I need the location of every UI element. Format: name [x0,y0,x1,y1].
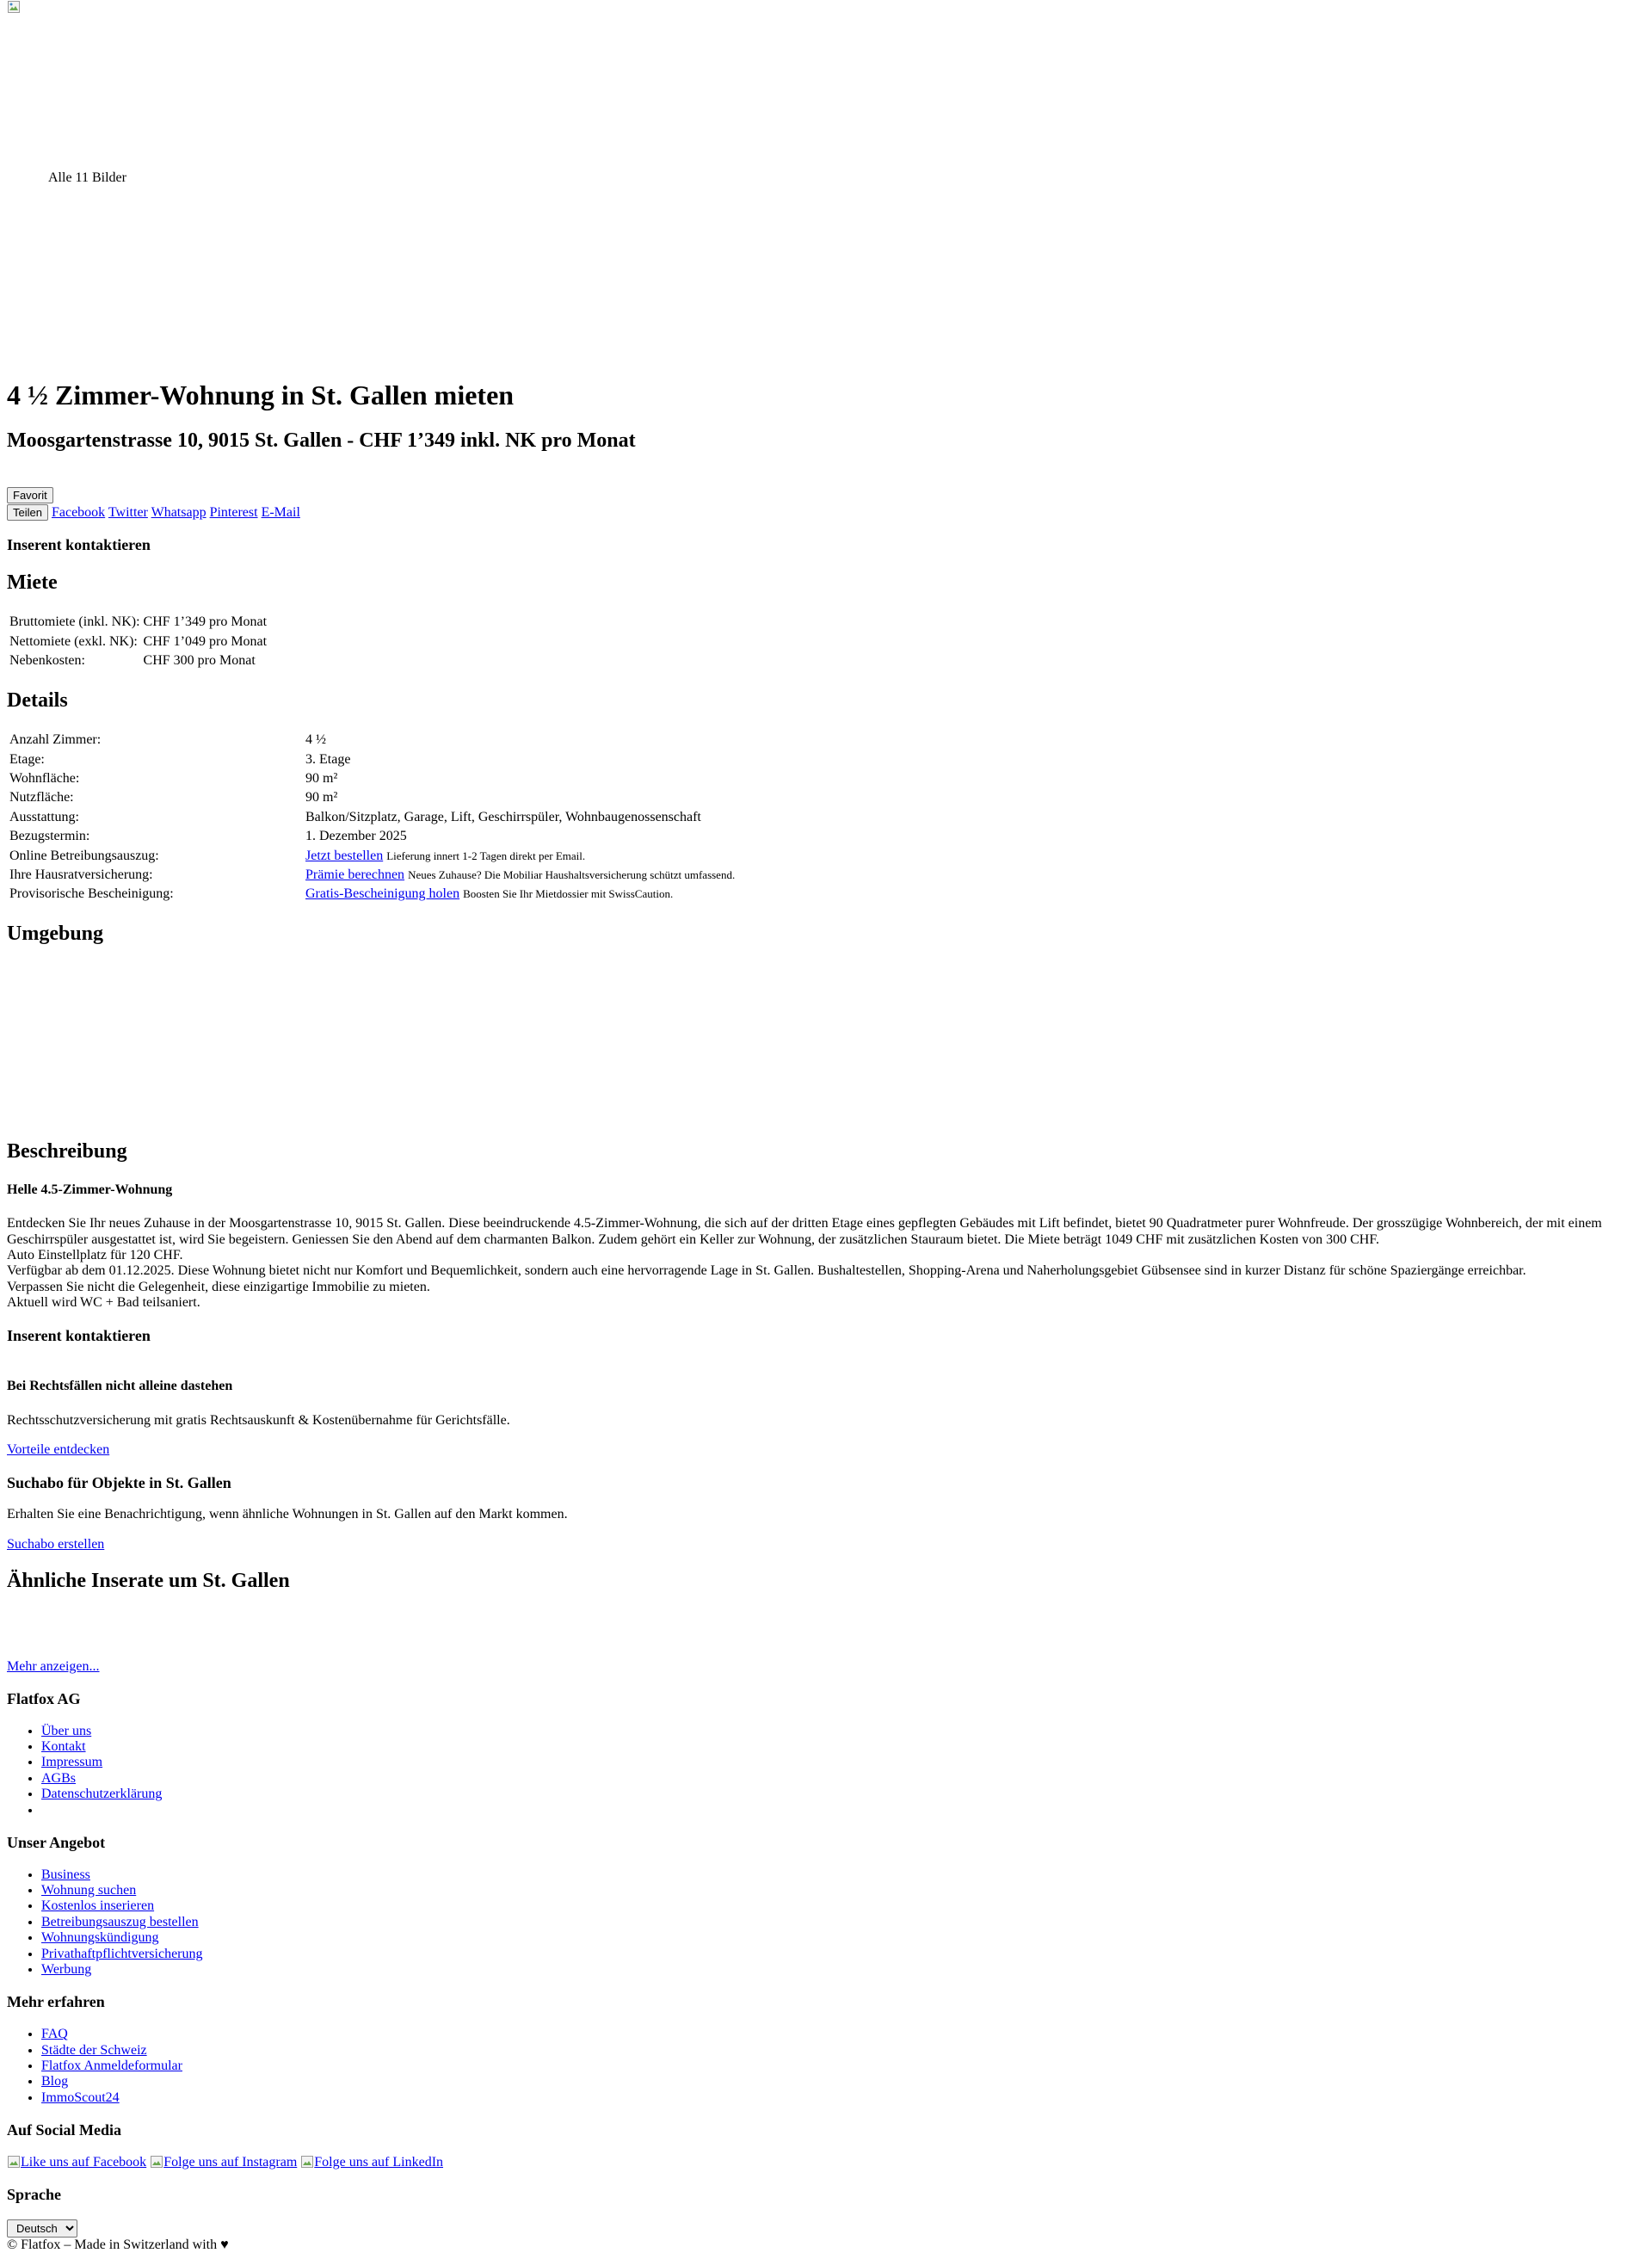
list-item [41,1898,1645,1914]
surroundings-heading: Umgebung [7,922,104,945]
listing-subtitle: Moosgartenstrasse 10, 9015 St. Gallen - CHF 1’349 inkl. NK pro Monat [7,429,636,452]
footer-learn-list [7,2027,1645,2106]
rent-label: Nettomiete (exkl. NK): [9,633,138,649]
free-listing-link[interactable]: Kostenlos inserieren [41,1898,155,1914]
share-pinterest-link[interactable]: Pinterest [209,504,258,520]
description-line: Verpassen Sie nicht die Gelegenheit, diese einzigartige Immobilie zu mieten. [7,1279,430,1294]
detail-value [305,886,754,903]
list-item [41,2043,1645,2059]
detail-label: Bezugstermin: [9,829,90,844]
description-text [7,1216,1645,1311]
footer-learn-heading: Mehr erfahren [7,1993,105,2011]
footer-language-heading: Sprache [7,2186,61,2204]
privacy-link[interactable]: Datenschutzerklärung [41,1787,163,1802]
description-line: Entdecken Sie Ihr neues Zuhause in der Moosgartenstrasse 10, 9015 St. Gallen. Diese beeindruckende 4.5-Zimmer-Wohnung, die sich auf der dritten Etage eines gepflegten Gebäudes mit Lift befindet, bietet 90 Quadratmeter purer Wohnfreude. Der grosszügige Wohnbereich, der mit einem Geschirrspüler ausgestattet ist, wird Sie begeistern. Geniessen Sie den Abend auf dem charmanten Balkon. Zudem gehört ein Keller zur Wohnung, der zusätzlichen Stauraum bietet. Die Miete beträgt 1049 CHF mit zusätzlichen Kosten von 300 CHF. [7,1216,1602,1247]
registration-form-link[interactable]: Flatfox Anmeldeformular [41,2058,182,2073]
list-item [41,1883,1645,1898]
find-apartment-link[interactable]: Wohnung suchen [41,1883,137,1898]
list-item [41,2074,1645,2089]
copyright: © Flatfox – Made in Switzerland with ♥ [7,2237,229,2252]
footer-company-heading: Flatfox AG [7,1689,81,1707]
table-row [9,867,754,884]
contact-advertiser-heading[interactable]: Inserent kontaktieren [7,536,151,554]
details-heading: Details [7,688,68,712]
map-area[interactable] [7,963,1645,1123]
detail-note: Boosten Sie Ihr Mietdossier mit SwissCaution. [463,887,674,901]
facebook-link-label: Like uns auf Facebook [21,2154,147,2170]
listing-title: 4 ½ Zimmer-Wohnung in St. Gallen mieten [7,380,515,410]
search-alert-text: Erhalten Sie eine Benachrichtigung, wenn ähnliche Wohnungen in St. Gallen auf den Markt kommen. [7,1507,568,1522]
list-item [41,1947,1645,1962]
contact-link[interactable]: Kontakt [41,1739,86,1755]
list-item [41,1930,1645,1946]
social-links [7,2155,1645,2170]
calculate-premium-link[interactable]: Prämie berechnen [305,867,405,882]
image-gallery[interactable] [7,0,1645,361]
instagram-link[interactable] [150,2155,297,2170]
detail-value: 3. Etage [305,751,351,767]
table-row [9,886,754,903]
detail-value: 90 m² [305,771,338,786]
listing-actions [7,487,1645,521]
table-row [9,652,268,670]
detail-value [305,867,754,884]
imprint-link[interactable]: Impressum [41,1755,103,1770]
list-item [41,1915,1645,1930]
liability-insurance-link[interactable]: Privathaftpflichtversicherung [41,1946,203,1961]
description-line: Verfügbar ab dem 01.12.2025. Diese Wohnung bietet nicht nur Komfort und Bequemlichkeit, sondern auch eine hervorragende Lage in St. Gallen. Bushaltestellen, Shopping-Arena und Naherholungsgebiet Gübsensee sind in kurzer Distanz für schöne Spaziergänge erreichbar. [7,1263,1526,1279]
footer-social-heading: Auf Social Media [7,2121,121,2139]
rent-table [7,612,269,671]
discover-benefits-link[interactable]: Vorteile entdecken [7,1442,110,1458]
description-line: Auto Einstellplatz für 120 CHF. [7,1248,183,1263]
show-more-link[interactable]: Mehr anzeigen... [7,1658,100,1674]
table-row [9,789,754,806]
list-item [41,1803,1645,1818]
list-item [41,1724,1645,1739]
detail-value [305,848,754,865]
share-email-link[interactable]: E-Mail [261,504,300,520]
detail-label: Nutzfläche: [9,790,74,806]
immoscout24-link[interactable]: ImmoScout24 [41,2089,120,2105]
detail-label: Etage: [9,751,45,767]
list-item [41,1771,1645,1787]
all-images-button[interactable]: Alle 11 Bilder [48,170,126,185]
list-item [41,1962,1645,1978]
description-subheading: Helle 4.5-Zimmer-Wohnung [7,1182,173,1197]
list-item [41,1867,1645,1883]
list-item [41,1755,1645,1770]
list-item [41,1739,1645,1755]
detail-note: Neues Zuhause? Die Mobiliar Haushaltsversicherung schützt umfassend. [408,867,736,881]
facebook-icon [7,2155,21,2169]
share-twitter-link[interactable]: Twitter [108,504,148,520]
table-row [9,770,754,787]
contact-advertiser-heading-bottom[interactable]: Inserent kontaktieren [7,1326,151,1344]
share-facebook-link[interactable]: Facebook [51,504,106,520]
table-row [9,731,754,749]
table-row [9,848,754,865]
advertising-link[interactable]: Werbung [41,1962,92,1978]
table-row [9,809,754,826]
rent-value: CHF 300 pro Monat [143,653,256,669]
share-whatsapp-link[interactable]: Whatsapp [151,504,206,520]
detail-note: Lieferung innert 1-2 Tagen direkt per Email. [386,849,586,862]
rent-label: Bruttomiete (inkl. NK): [9,614,140,630]
facebook-link[interactable] [7,2155,146,2170]
linkedin-link[interactable] [300,2155,443,2170]
linkedin-link-label: Folge uns auf LinkedIn [314,2154,444,2170]
rent-value: CHF 1’049 pro Monat [143,633,268,649]
instagram-icon [150,2155,163,2169]
faq-link[interactable]: FAQ [41,2027,68,2042]
list-item [41,1787,1645,1802]
detail-value: 1. Dezember 2025 [305,829,407,844]
create-search-alert-link[interactable]: Suchabo erstellen [7,1536,105,1552]
blog-link[interactable]: Blog [41,2074,69,2089]
debt-extract-link[interactable]: Betreibungsauszug bestellen [41,1914,199,1929]
detail-value: Balkon/Sitzplatz, Garage, Lift, Geschirrspüler, Wohnbaugenossenschaft [305,809,701,824]
detail-value: 90 m² [305,790,338,806]
business-link[interactable]: Business [41,1867,90,1882]
instagram-link-label: Folge uns auf Instagram [163,2154,298,2170]
detail-label: Online Betreibungsauszug: [9,848,159,863]
details-table [7,730,755,905]
similar-listings-list [7,1611,1645,1645]
legal-promo-text: Rechtsschutzversicherung mit gratis Rechtsauskunft & Kostenübernahme für Gerichtsfälle. [7,1412,510,1428]
detail-value: 4 ½ [305,732,326,748]
favorite-button[interactable]: Favorit [7,487,53,503]
linkedin-icon [300,2155,314,2169]
cities-link[interactable]: Städte der Schweiz [41,2042,147,2058]
detail-label: Ausstattung: [9,809,79,824]
detail-label: Anzahl Zimmer: [9,732,102,748]
broken-image-icon [7,0,21,14]
legal-promo-heading: Bei Rechtsfällen nicht alleine dastehen [7,1379,233,1394]
rent-value: CHF 1’349 pro Monat [143,614,268,630]
rent-label: Nebenkosten: [9,653,85,669]
detail-label: Provisorische Bescheinigung: [9,886,174,902]
list-item [41,2090,1645,2106]
description-heading: Beschreibung [7,1140,127,1164]
language-select[interactable] [7,2219,77,2238]
share-button[interactable]: Teilen [7,504,48,521]
description-line: Aktuell wird WC + Bad teilsaniert. [7,1295,200,1311]
footer [7,1690,1645,2253]
footer-offer-list [7,1867,1645,1978]
footer-offer-heading: Unser Angebot [7,1834,106,1851]
list-item [41,2027,1645,2042]
similar-listings-heading: Ähnliche Inserate um St. Gallen [7,1569,290,1592]
rent-heading: Miete [7,571,58,594]
table-row [9,614,268,631]
table-row [9,751,754,768]
detail-label: Wohnfläche: [9,771,80,786]
footer-company-list [7,1724,1645,1818]
table-row [9,828,754,845]
table-row [9,633,268,651]
apartment-termination-link[interactable]: Wohnungskündigung [41,1930,159,1946]
order-debt-extract-link[interactable]: Jetzt bestellen [305,848,384,863]
terms-link[interactable]: AGBs [41,1770,77,1786]
detail-label: Ihre Hausratversicherung: [9,867,153,882]
list-item [41,2059,1645,2074]
free-certificate-link[interactable]: Gratis-Bescheinigung holen [305,886,460,902]
search-alert-heading: Suchabo für Objekte in St. Gallen [7,1473,231,1491]
about-us-link[interactable]: Über uns [41,1723,92,1738]
